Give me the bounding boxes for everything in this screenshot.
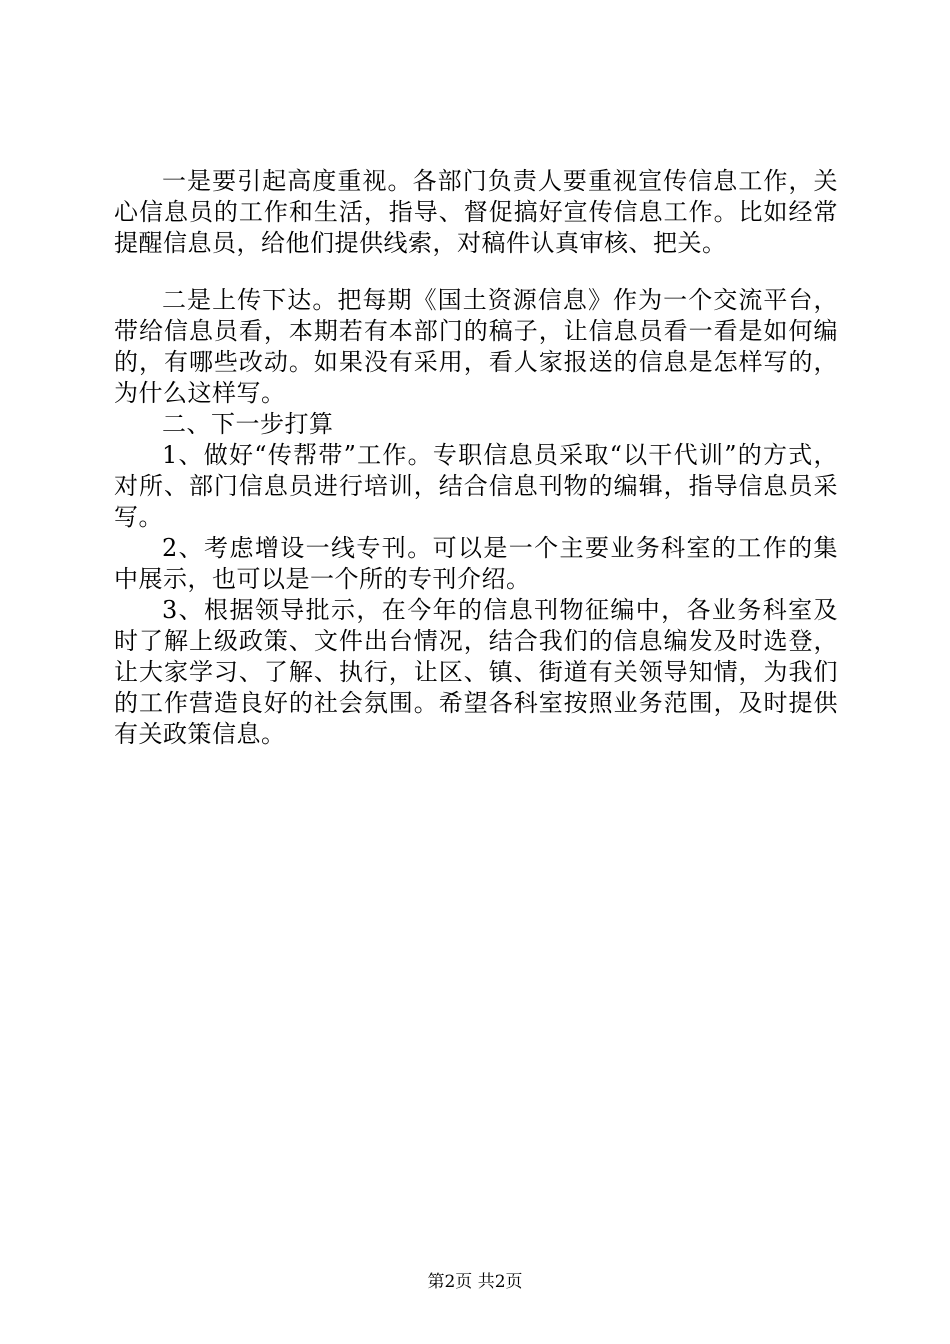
paragraph-gap <box>114 259 838 285</box>
section-heading: 二、下一步打算 <box>162 410 334 438</box>
paragraph-5: 3、根据领导批示，在今年的信息刊物征编中，各业务科室及时了解上级政策、文件出台情况，结合我们的信息编发及时选登，让大家学习、了解、执行，让区、镇、街道有关领导知情，为我们的工作营造良好的社会氛围。希望各科室按照业务范围，及时提供有关政策信息。 <box>114 596 838 748</box>
paragraph-3: 1、做好“传帮带”工作。专职信息员采取“以干代训”的方式，对所、部门信息员进行培训，结合信息刊物的编辑，指导信息员采写。 <box>114 441 838 531</box>
paragraph-2: 二是上传下达。把每期《国土资源信息》作为一个交流平台，带给信息员看，本期若有本部门的稿子，让信息员看一看是如何编的，有哪些改动。如果没有采用，看人家报送的信息是怎样写的，为什么这样写。 <box>114 286 838 407</box>
document-body <box>114 166 838 750</box>
page-footer: 第2页 共2页 <box>427 1272 523 1292</box>
paragraph-4: 2、考虑增设一线专刊。可以是一个主要业务科室的工作的集中展示，也可以是一个所的专刊介绍。 <box>114 534 838 593</box>
paragraph-1: 一是要引起高度重视。各部门负责人要重视宣传信息工作，关心信息员的工作和生活，指导、督促搞好宣传信息工作。比如经常提醒信息员，给他们提供线索，对稿件认真审核、把关。 <box>114 167 838 257</box>
